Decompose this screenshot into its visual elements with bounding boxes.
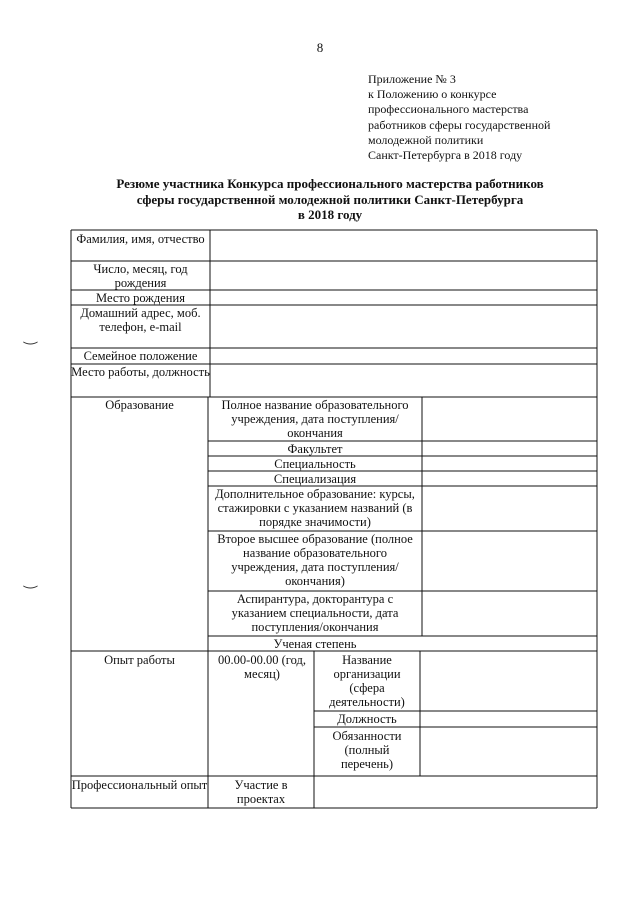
education-additional-label: Дополнительное образование: курсы, стажировки с указанием названий (в порядке значимости): [215, 487, 415, 529]
education-label: Образование: [105, 398, 174, 412]
margin-mark: ‿: [24, 572, 37, 589]
professional-projects-label: Участие в проектах: [234, 778, 288, 806]
page-number: 8: [316, 40, 324, 55]
experience-organization-label: Название организации (сфера деятельности): [329, 653, 405, 709]
experience-organization-field[interactable]: [420, 652, 597, 710]
experience-position-field[interactable]: [420, 712, 597, 726]
education-postgraduate-field[interactable]: [422, 592, 597, 635]
experience-period: 00.00-00.00 (год, месяц): [218, 653, 306, 681]
last-name-label: Фамилия, имя, отчество: [76, 232, 205, 246]
family-status-label: Семейное положение: [83, 349, 198, 363]
title-line: в 2018 году: [297, 207, 363, 222]
experience-position-label: Должность: [337, 712, 397, 726]
education-specialization-field[interactable]: [422, 472, 597, 485]
education-specialty-field[interactable]: [422, 457, 597, 470]
workplace-label: Место работы, должность: [71, 365, 210, 379]
appendix-line: работников сферы государственной: [368, 117, 551, 132]
education-faculty-field[interactable]: [422, 442, 597, 455]
professional-projects-field[interactable]: [314, 777, 597, 807]
education-institution-field[interactable]: [422, 398, 597, 440]
professional-label: Профессиональный опыт: [71, 778, 208, 792]
title-line: сферы государственной молодежной политики Санкт-Петербурга: [136, 191, 524, 207]
margin-mark: ‿: [24, 328, 37, 345]
contacts-label: Домашний адрес, моб. телефон, e-mail: [80, 306, 201, 334]
contacts-field[interactable]: [210, 306, 597, 347]
experience-duties-label: Обязанности (полный перечень): [332, 729, 402, 771]
birth-date-field[interactable]: [210, 262, 597, 289]
appendix-line: профессионального мастерства: [368, 102, 529, 117]
experience-duties-field[interactable]: [420, 728, 597, 775]
education-postgraduate-label: Аспирантура, докторантура с указанием специальности, дата поступления/окончания: [231, 592, 399, 634]
appendix-line: к Положению о конкурсе: [368, 87, 497, 102]
birth-date-label: Число, месяц, год рождения: [93, 262, 188, 290]
birth-place-label: Место рождения: [96, 291, 185, 305]
education-specialty-label: Специальность: [274, 457, 356, 471]
appendix-line: Приложение № 3: [368, 72, 456, 86]
title-line: Резюме участника Конкурса профессионального мастерства работников: [116, 176, 544, 191]
education-faculty-label: Факультет: [287, 442, 343, 456]
workplace-field[interactable]: [210, 365, 597, 396]
appendix-line: Санкт-Петербурга в 2018 году: [368, 148, 523, 163]
education-second-higher-field[interactable]: [422, 532, 597, 590]
education-specialization-label: Специализация: [273, 472, 357, 486]
education-second-higher-label: Второе высшее образование (полное название образовательного учреждения, дата поступления/окончания): [217, 532, 413, 588]
education-degree-label: Ученая степень: [273, 637, 357, 651]
education-institution-label: Полное название образовательного учреждения, дата поступления/окончания: [221, 398, 409, 440]
experience-label: Опыт работы: [104, 653, 175, 667]
education-degree-field[interactable]: [422, 637, 597, 650]
appendix-line: молодежной политики: [368, 132, 484, 147]
education-additional-field[interactable]: [422, 487, 597, 530]
last-name-field[interactable]: [210, 231, 597, 260]
birth-place-field[interactable]: [210, 291, 597, 304]
family-status-field[interactable]: [210, 349, 597, 363]
